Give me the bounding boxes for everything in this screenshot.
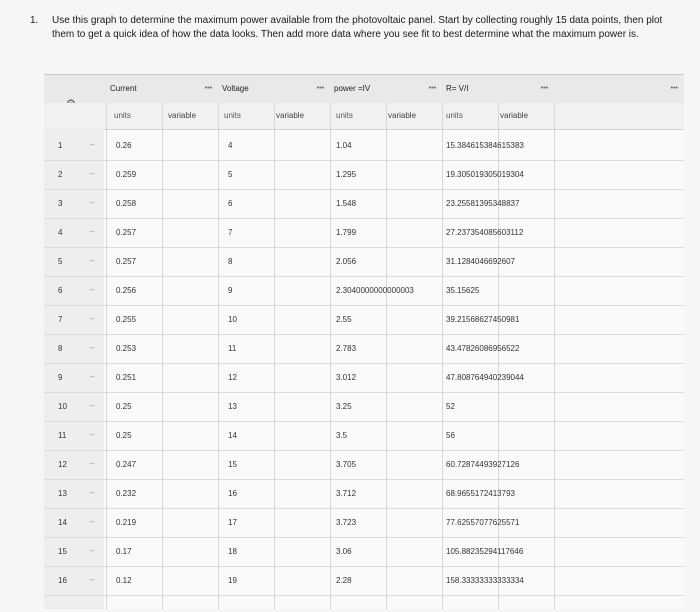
row-dash[interactable]: --	[90, 345, 95, 352]
table-row[interactable]	[44, 508, 684, 538]
table-row[interactable]	[44, 363, 684, 393]
current-units[interactable]: units	[114, 111, 131, 120]
column-menu-icon[interactable]: •••	[670, 85, 678, 92]
current-cell[interactable]: 0.12	[116, 576, 132, 585]
column-name: Voltage	[222, 84, 249, 93]
voltage-cell[interactable]: 10	[228, 315, 237, 324]
data-table[interactable]	[44, 74, 684, 609]
power-cell[interactable]: 3.012	[336, 373, 357, 382]
row-dash[interactable]: --	[90, 171, 95, 178]
resistance-cell[interactable]: 47.808764940239044	[446, 373, 524, 382]
current-cell[interactable]: 0.219	[116, 518, 137, 527]
table-row[interactable]	[44, 392, 684, 422]
table-row[interactable]	[44, 160, 684, 190]
column-header-empty[interactable]	[554, 75, 682, 103]
resistance-cell[interactable]: 68.9655172413793	[446, 489, 515, 498]
power-cell[interactable]: 3.705	[336, 460, 357, 469]
voltage-cell[interactable]: 15	[228, 460, 237, 469]
row-number[interactable]: 1	[58, 141, 63, 150]
current-cell[interactable]: 0.251	[116, 373, 137, 382]
row-dash[interactable]: --	[90, 200, 95, 207]
column-menu-icon[interactable]: •••	[204, 85, 212, 92]
table-row[interactable]	[44, 189, 684, 219]
table-row[interactable]	[44, 247, 684, 277]
resistance-cell[interactable]: 27.237354085603112	[446, 228, 524, 237]
table-row[interactable]	[44, 334, 684, 364]
voltage-cell[interactable]: 16	[228, 489, 237, 498]
power-cell[interactable]: 1.799	[336, 228, 357, 237]
resistance-units[interactable]: units	[446, 111, 463, 120]
row-dash[interactable]: --	[90, 287, 95, 294]
power-cell[interactable]: 2.28	[336, 576, 352, 585]
voltage-cell[interactable]: 9	[228, 286, 233, 295]
current-cell[interactable]: 0.247	[116, 460, 137, 469]
current-cell[interactable]: 0.257	[116, 257, 137, 266]
power-cell[interactable]: 3.712	[336, 489, 357, 498]
table-row[interactable]	[44, 421, 684, 451]
current-cell[interactable]: 0.17	[116, 547, 132, 556]
current-cell[interactable]: 0.25	[116, 431, 132, 440]
row-number[interactable]: 6	[58, 286, 63, 295]
row-dash[interactable]: --	[90, 316, 95, 323]
column-header-current[interactable]	[106, 75, 216, 103]
current-cell[interactable]: 0.257	[116, 228, 137, 237]
power-cell[interactable]: 1.548	[336, 199, 357, 208]
question-number: 1.	[30, 15, 39, 26]
row-number[interactable]: 7	[58, 315, 63, 324]
voltage-cell[interactable]: 4	[228, 141, 233, 150]
power-cell[interactable]: 2.55	[336, 315, 352, 324]
voltage-cell[interactable]: 17	[228, 518, 237, 527]
power-cell[interactable]: 1.295	[336, 170, 357, 179]
resistance-cell[interactable]: 52	[446, 402, 455, 411]
power-cell[interactable]: 3.25	[336, 402, 352, 411]
voltage-cell[interactable]: 13	[228, 402, 237, 411]
row-number[interactable]: 5	[58, 257, 63, 266]
row-number[interactable]: 3	[58, 199, 63, 208]
row-number[interactable]: 8	[58, 344, 63, 353]
row-number[interactable]: 2	[58, 170, 63, 179]
row-number[interactable]: 16	[58, 576, 67, 585]
voltage-cell[interactable]: 12	[228, 373, 237, 382]
table-row[interactable]	[44, 131, 684, 161]
row-number[interactable]: 11	[58, 431, 67, 440]
voltage-cell[interactable]: 11	[228, 344, 237, 353]
row-dash[interactable]: --	[90, 258, 95, 265]
row-number[interactable]: 4	[58, 228, 63, 237]
row-number[interactable]: 13	[58, 489, 67, 498]
power-cell[interactable]: 1.04	[336, 141, 352, 150]
resistance-cell[interactable]: 19.305019305019304	[446, 170, 524, 179]
row-dash[interactable]: --	[90, 374, 95, 381]
column-name: R= V/I	[446, 84, 469, 93]
resistance-cell[interactable]: 31.1284046692607	[446, 257, 515, 266]
row-number[interactable]: 15	[58, 547, 67, 556]
column-header-resistance[interactable]	[442, 75, 552, 103]
power-units[interactable]: units	[336, 111, 353, 120]
column-menu-icon[interactable]: •••	[540, 85, 548, 92]
power-cell[interactable]: 3.06	[336, 547, 352, 556]
resistance-cell[interactable]: 35.15625	[446, 286, 480, 295]
power-cell[interactable]: 3.723	[336, 518, 357, 527]
voltage-cell[interactable]: 14	[228, 431, 237, 440]
resistance-cell[interactable]: 15.384615384615383	[446, 141, 524, 150]
power-cell[interactable]: 3.5	[336, 431, 348, 440]
voltage-cell[interactable]: 6	[228, 199, 233, 208]
table-row[interactable]	[44, 218, 684, 248]
column-header-row	[44, 75, 684, 104]
table-row[interactable]	[44, 276, 684, 306]
power-cell[interactable]: 2.783	[336, 344, 357, 353]
current-cell[interactable]: 0.256	[116, 286, 137, 295]
table-row[interactable]	[44, 566, 684, 596]
voltage-kind[interactable]: variable	[276, 111, 305, 120]
resistance-cell[interactable]: 39.21568627450981	[446, 315, 520, 324]
row-number[interactable]: 14	[58, 518, 67, 527]
table-row[interactable]	[44, 305, 684, 335]
resistance-cell[interactable]: 77.62557077625571	[446, 518, 520, 527]
column-menu-icon[interactable]: •••	[428, 85, 436, 92]
current-cell[interactable]: 0.258	[116, 199, 137, 208]
resistance-cell[interactable]: 60.72874493927126	[446, 460, 520, 469]
column-header-voltage[interactable]	[218, 75, 328, 103]
resistance-cell[interactable]: 158.33333333333334	[446, 576, 524, 585]
voltage-cell[interactable]: 7	[228, 228, 233, 237]
question-text: Use this graph to determine the maximum power available from the photovoltaic panel. Start by collecting roughly 15 data points, then plot them to get a quick idea of how the data looks. Then add more data where you see fit to best determine what the maximum power is.	[52, 15, 663, 40]
resistance-cell[interactable]: 23.25581395348837	[446, 199, 520, 208]
resistance-kind[interactable]: variable	[500, 111, 529, 120]
table-row[interactable]	[44, 450, 684, 480]
row-number[interactable]: 9	[58, 373, 63, 382]
voltage-cell[interactable]: 5	[228, 170, 233, 179]
units-row	[44, 103, 684, 130]
current-cell[interactable]: 0.253	[116, 344, 137, 353]
row-dash[interactable]: --	[90, 432, 95, 439]
resistance-cell[interactable]: 56	[446, 431, 455, 440]
voltage-cell[interactable]: 8	[228, 257, 233, 266]
column-header-power[interactable]	[330, 75, 440, 103]
row-dash[interactable]: --	[90, 142, 95, 149]
row-dash[interactable]: --	[90, 461, 95, 468]
column-menu-icon[interactable]: •••	[316, 85, 324, 92]
voltage-cell[interactable]: 18	[228, 547, 237, 556]
current-kind[interactable]: variable	[168, 111, 197, 120]
power-kind[interactable]: variable	[388, 111, 417, 120]
current-cell[interactable]: 0.255	[116, 315, 137, 324]
row-number[interactable]: 12	[58, 460, 67, 469]
row-number[interactable]: 10	[58, 402, 67, 411]
current-cell[interactable]: 0.259	[116, 170, 137, 179]
resistance-cell[interactable]: 43.47826086956522	[446, 344, 520, 353]
column-name: power =IV	[334, 84, 371, 93]
row-dash[interactable]: --	[90, 577, 95, 584]
column-name: Current	[110, 84, 137, 93]
row-dash[interactable]: --	[90, 519, 95, 526]
current-cell[interactable]: 0.232	[116, 489, 137, 498]
power-cell[interactable]: 2.3040000000000003	[336, 286, 414, 295]
table-row[interactable]	[44, 537, 684, 567]
voltage-units[interactable]: units	[224, 111, 241, 120]
current-cell[interactable]: 0.25	[116, 402, 132, 411]
row-dash[interactable]: --	[90, 548, 95, 555]
table-row[interactable]	[44, 479, 684, 509]
row-dash[interactable]: --	[90, 490, 95, 497]
voltage-cell[interactable]: 19	[228, 576, 237, 585]
row-dash[interactable]: --	[90, 229, 95, 236]
current-cell[interactable]: 0.26	[116, 141, 132, 150]
resistance-cell[interactable]: 105.88235294117646	[446, 547, 524, 556]
question-block	[30, 14, 678, 42]
power-cell[interactable]: 2.056	[336, 257, 357, 266]
row-dash[interactable]: --	[90, 403, 95, 410]
